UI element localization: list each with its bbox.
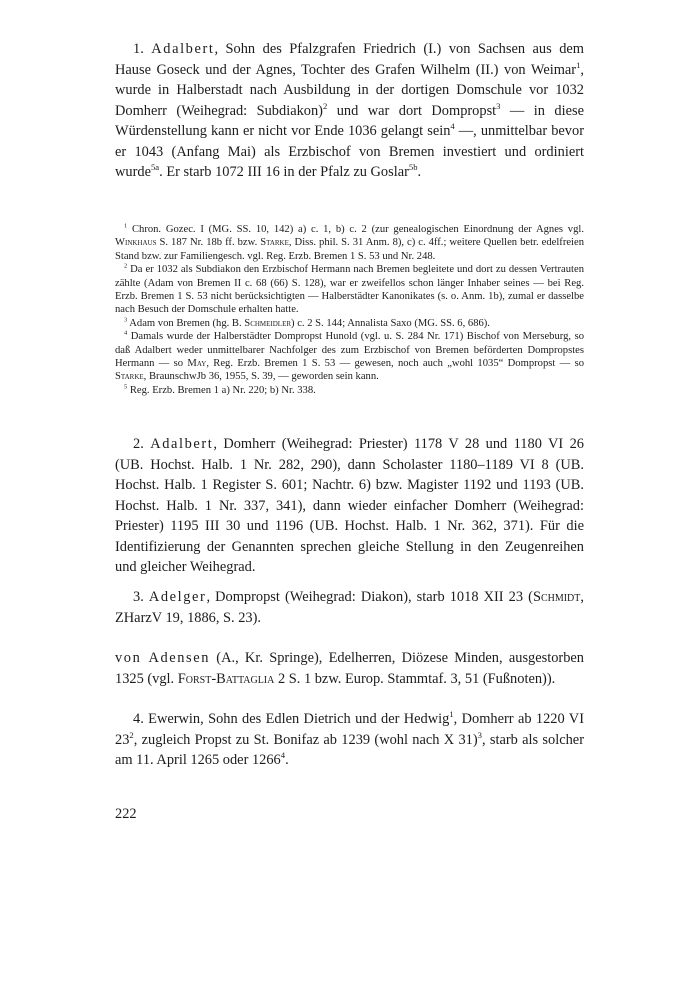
entry-name: Adelger	[148, 589, 207, 605]
entry-2-paragraph	[115, 434, 584, 578]
entry-text: , Domherr (Weihegrad: Priester) 1178 V 28 und 1180 VI 26 (UB. Hochst. Halb. 1 Nr. 282, 290), dann Scholaster 1180–1189 VI 8 (UB. Hochst. Halb. 1 Register S. 601; Nachtr. 6) bzw. Magister 1192 und 1193 (UB. Hochst. Halb. 1 Nr. 337, 341), dann wieder einfacher Domherr (Weihegrad: Priester) 1195 III 30 und 1196 (UB. Hochst. Halb. 1 Nr. 362, 371). Für die Identifizierung der Genannten sprechen gleiche Stellung in den Zeugenreihen und gleicher Weihegrad.	[115, 436, 584, 575]
footnote-ref: 4	[450, 121, 455, 132]
entry-von-adensen	[115, 648, 584, 689]
footnote-text: Adam von Bremen (hg. B.	[127, 317, 245, 329]
entry-text: , zugleich Propst zu St. Bonifaz ab 1239 (wohl nach X 31)	[133, 731, 478, 748]
footnote-text: Reg. Erzb. Bremen 1 a) Nr. 220; b) Nr. 338.	[127, 384, 316, 396]
entry-text: — in diese Würdenstellung kann er nicht vor Ende 1036 gelangt sein	[115, 102, 584, 139]
footnote-ref: 1	[449, 709, 454, 720]
entry-text: . Er starb 1072 III 16 in der Pfalz zu Goslar	[159, 164, 409, 180]
entry-text: .	[285, 752, 289, 768]
footnote-text: Da er 1032 als Subdiakon den Erzbischof Hermann nach Bremen begleitete und dort zu dessen Vertrauten zählte (Adam von Bremen II c. 68 (66) S. 128), war er zweifellos schon länger Inhaber seines — bei Reg. Erzb. Bremen 1 S. 53 nicht berücksichtigten — Halberstädter Kanonikates (s. o. Anm. 1b), zumal er dasselbe nach Besuch der Domschule erhalten hatte.	[115, 264, 584, 316]
entry-3-paragraph	[115, 587, 584, 628]
footnote-ref: 3	[496, 100, 501, 111]
entry-3-adelger	[115, 587, 584, 628]
footnote-mark: 5	[124, 383, 128, 391]
family-heading-paragraph	[115, 648, 584, 689]
footnote-mark: 1	[124, 222, 128, 230]
footnote-ref: 1	[576, 59, 581, 70]
author-name: Starke	[260, 237, 289, 249]
footnote-5	[115, 384, 584, 397]
footnote-ref: 2	[129, 729, 134, 740]
family-name: von Adensen	[115, 650, 211, 666]
entry-1-adalbert	[115, 39, 584, 183]
entry-4-ewerwin	[115, 709, 584, 771]
footnote-text: Chron. Gozec. I (MG. SS. 10, 142) a) c. 1, b) c. 2 (zur genealogischen Einordnung der Agnes vgl.	[127, 224, 584, 235]
entry-text: 2 S. 1 bzw. Europ. Stammtaf. 3, 51 (Fußnoten)).	[274, 670, 556, 687]
entry-number: 1.	[133, 41, 144, 57]
entry-name: Adalbert	[151, 41, 215, 57]
footnote-ref: 5a	[150, 162, 160, 173]
entry-number: 4.	[133, 711, 144, 727]
page-number: 222	[115, 806, 137, 822]
entry-number: 2.	[133, 436, 144, 452]
footnote-text: Damals wurde der Halberstädter Dompropst Hunold (vgl. u. S. 284 Nr. 171) Bischof von Merseburg, so daß Adalbert weder unmittelbarer Nachfolger des zum Erzbischof von Bremen beförderten Dompropstes Hermann — so	[115, 331, 584, 370]
footnote-ref: 3	[477, 729, 482, 740]
author-name: Schmeidler	[244, 317, 292, 329]
entry-text: , starb als solcher am 11. April 1265 oder 1266	[115, 731, 584, 768]
author-name: Winkhaus	[115, 237, 157, 249]
footnote-ref: 2	[322, 100, 328, 111]
footnote-ref: 4	[280, 750, 286, 761]
entry-1-paragraph	[115, 39, 584, 183]
footnotes-entry-1	[115, 223, 584, 397]
footnote-ref: 5b	[408, 162, 418, 173]
entry-text: , wurde in Halberstadt nach Ausbildung in der dortigen Domschule vor 1032 Domherr (Weihegrad: Subdiakon)	[115, 61, 584, 119]
entry-name: Adalbert	[150, 436, 214, 452]
entry-text: , Sohn des Edlen Dietrich und der Hedwig	[200, 711, 450, 727]
entry-2-adalbert	[115, 434, 584, 578]
entry-text: (A., Kr. Springe), Edelherren, Diözese Minden, ausgestorben 1325 (vgl.	[115, 650, 584, 687]
author-name: May	[187, 358, 207, 370]
footnote-1	[115, 223, 584, 263]
entry-text: , Domherr ab 1220 VI 23	[115, 711, 584, 748]
entry-text: .	[417, 164, 422, 180]
footnote-4	[115, 330, 584, 384]
entry-4-paragraph	[115, 709, 584, 771]
footnote-text: , Reg. Erzb. Bremen 1 S. 53 — gewesen, noch auch „wohl 1035“ Dompropst — so	[206, 358, 584, 370]
footnote-text: S. 187 Nr. 18b ff. bzw.	[156, 237, 261, 249]
footnote-text: , Diss. phil. S. 31 Anm. 8), c) c. 4ff.; weitere Quellen betr. edelfreien Stand bzw. zur Familiengesch. vgl. Reg. Erzb. Bremen 1 S. 53 und Nr. 248.	[115, 237, 584, 262]
entry-name: Ewerwin	[148, 711, 201, 727]
footnote-2	[115, 263, 584, 317]
entry-text: , Dompropst (Weihegrad: Diakon), starb 1018 XII 23 (	[206, 589, 533, 605]
entry-text: und war dort Dompropst	[327, 102, 497, 119]
author-name: Forst-Battaglia	[177, 670, 275, 687]
footnote-3	[115, 317, 584, 330]
entry-text: , ZHarzV 19, 1886, S. 23).	[115, 589, 584, 626]
entry-text: —, unmittelbar bevor er 1043 (Anfang Mai) als Erzbischof von Bremen investiert und ordiniert wurde	[115, 123, 584, 180]
entry-text: , Sohn des Pfalzgrafen Friedrich (I.) von Sachsen aus dem Hause Goseck und der Agnes, Tochter des Grafen Wilhelm (II.) von Weimar	[115, 41, 584, 78]
author-name: Starke	[115, 371, 144, 383]
footnote-mark: 3	[124, 316, 128, 324]
author-name: Schmidt	[532, 589, 581, 605]
footnote-text: , BraunschwJb 36, 1955, S. 39, — geworden sein kann.	[143, 371, 379, 383]
entry-number: 3.	[133, 589, 144, 605]
footnote-mark: 2	[124, 262, 128, 270]
footnote-mark: 4	[124, 329, 128, 337]
footnote-text: ) c. 2 S. 144; Annalista Saxo (MG. SS. 6, 686).	[291, 317, 490, 329]
